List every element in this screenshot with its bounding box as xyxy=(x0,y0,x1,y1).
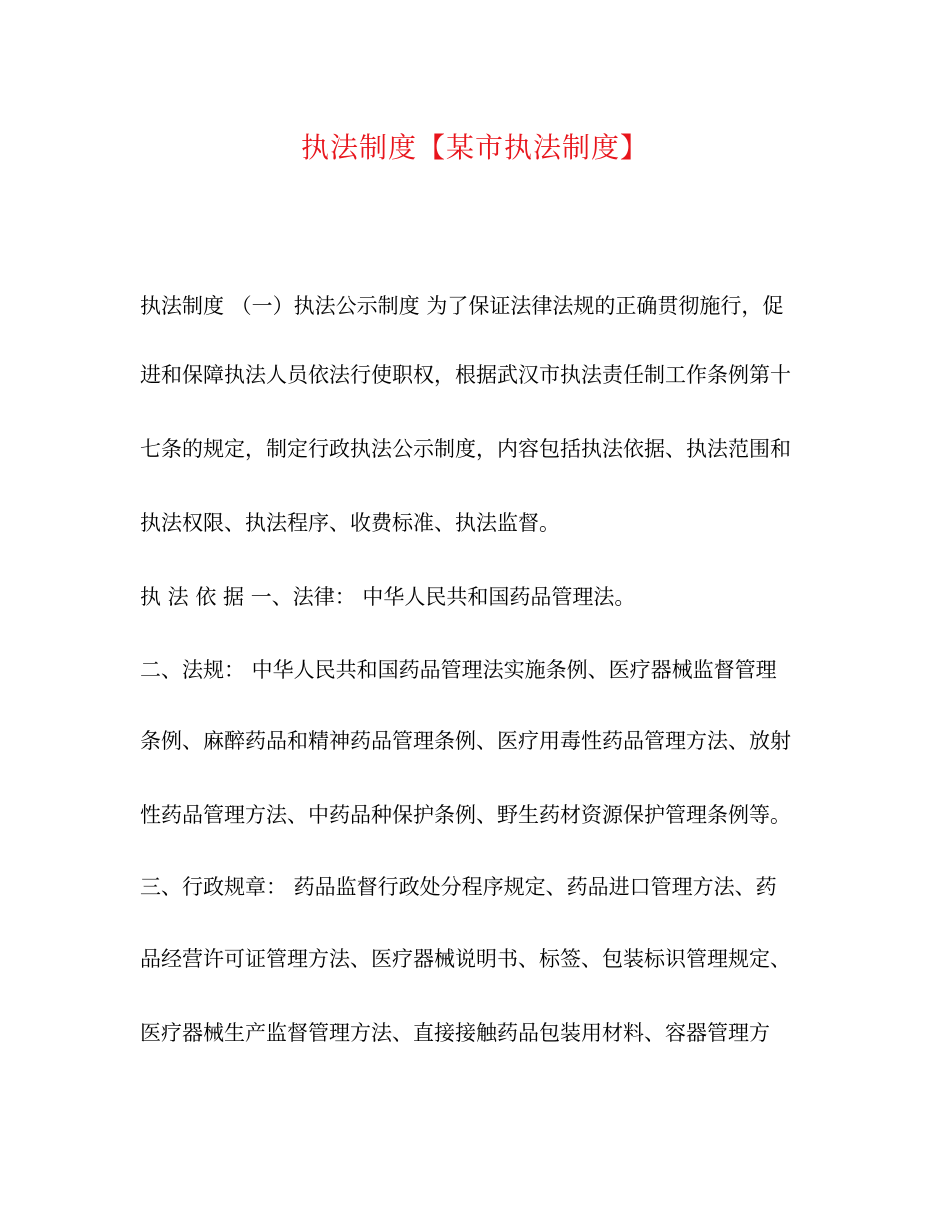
body-line-11: 医疗器械生产监督管理方法、直接接触药品包装用材料、容器管理方 xyxy=(140,1021,770,1045)
body-line-2: 进和保障执法人员依法行使职权，根据武汉市执法责任制工作条例第十 xyxy=(140,363,791,387)
body-line-4: 执法权限、执法程序、收费标准、执法监督。 xyxy=(140,511,560,535)
body-line-5: 执 法 依 据 一、法律： 中华人民共和国药品管理法。 xyxy=(140,585,636,609)
body-line-7: 条例、麻醉药品和精神药品管理条例、医疗用毒性药品管理方法、放射 xyxy=(140,729,791,753)
body-line-9: 三、行政规章： 药品监督行政处分程序规定、药品进口管理方法、药 xyxy=(140,875,777,899)
document-title: 执法制度【某市执法制度】 xyxy=(300,131,649,164)
body-line-3: 七条的规定，制定行政执法公示制度，内容包括执法依据、执法范围和 xyxy=(140,437,791,461)
body-line-8: 性药品管理方法、中药品种保护条例、野生药材资源保护管理条例等。 xyxy=(140,803,791,827)
body-line-1: 执法制度 （一）执法公示制度 为了保证法律法规的正确贯彻施行，促 xyxy=(140,294,784,318)
body-line-10: 品经营许可证管理方法、医疗器械说明书、标签、包装标识管理规定、 xyxy=(140,947,791,971)
body-line-6: 二、法规： 中华人民共和国药品管理法实施条例、医疗器械监督管理 xyxy=(140,658,777,682)
